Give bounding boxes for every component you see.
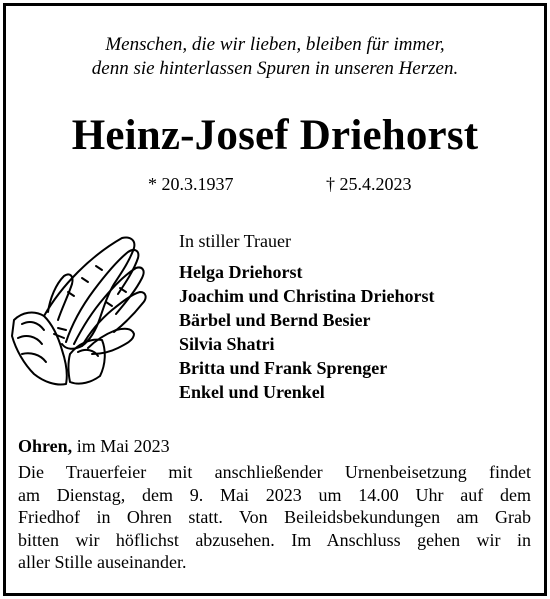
mourners-list — [179, 260, 435, 404]
notice-line: bitten wir höflichst abzusehen. Im Anschluss gehen wir in — [18, 529, 531, 550]
mourner-item: Britta und Frank Sprenger — [179, 358, 388, 378]
funeral-notice — [18, 461, 531, 574]
mourning-intro: In stiller Trauer — [179, 231, 291, 251]
birth-date: * 20.3.1937 — [148, 174, 234, 194]
place-date-line — [18, 435, 170, 457]
place-name: Ohren, — [18, 436, 73, 456]
place-date: im Mai 2023 — [72, 436, 170, 456]
death-date: † 25.4.2023 — [326, 174, 412, 194]
mourner-item: Bärbel und Bernd Besier — [179, 310, 371, 330]
deceased-name: Heinz-Josef Driehorst — [71, 112, 479, 159]
praying-hands-icon — [8, 232, 158, 392]
mourner-item: Silvia Shatri — [179, 334, 275, 354]
quote-line-2: denn sie hinterlassen Spuren in unseren Herzen. — [91, 58, 459, 79]
quote-line-1: Menschen, die wir lieben, bleiben für immer, — [105, 34, 445, 55]
notice-line: am Dienstag, dem 9. Mai 2023 um 14.00 Uhr auf dem — [18, 484, 531, 505]
mourner-item: Joachim und Christina Driehorst — [179, 286, 435, 306]
mourner-item: Helga Driehorst — [179, 262, 303, 282]
mourner-item: Enkel und Urenkel — [179, 382, 325, 402]
notice-line: Die Trauerfeier mit anschließender Urnenbeisetzung findet — [18, 462, 531, 482]
notice-line: aller Stille auseinander. — [18, 552, 187, 572]
notice-line: Friedhof in Ohren statt. Von Beileidsbekundungen am Grab — [18, 507, 531, 527]
